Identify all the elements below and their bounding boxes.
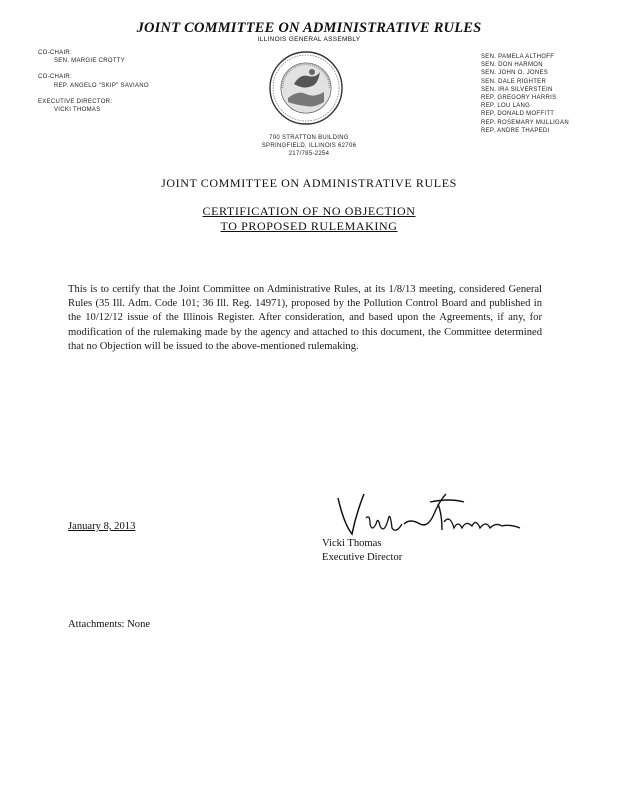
signatory-title: Executive Director bbox=[322, 552, 403, 563]
officer-entry bbox=[38, 98, 149, 114]
officer-role: CO-CHAIR: bbox=[38, 50, 73, 56]
officer-role: CO-CHAIR: bbox=[38, 74, 73, 81]
certification-line: TO PROPOSED RULEMAKING bbox=[220, 219, 398, 233]
member-name: REP. GREGORY HARRIS bbox=[481, 95, 557, 102]
member-name: REP. ROSEMARY MULLIGAN bbox=[481, 119, 569, 126]
certification-body: This is to certify that the Joint Committee on Administrative Rules, at its 1/8/13 meeting, considered General Rules (35 Ill. Adm. Code 101; 36 Ill. Reg. 14971), proposed by the Pollution Control Board and published in the 10/12/12 issue of the Illinois Register. After consideration, and based upon the Agreements, if any, for modification of the rulemaking made by the agency and attached to this document, the Committee determined that no Objection will be issued to the above-mentioned rulemaking. bbox=[68, 284, 542, 352]
illinois-state-seal-icon bbox=[268, 50, 344, 126]
member-name: SEN. DON HARMON bbox=[481, 62, 543, 69]
officer-role: EXECUTIVE DIRECTOR: bbox=[38, 98, 113, 105]
member-name: SEN. DALE RIGHTER bbox=[481, 78, 547, 85]
member-name: SEN. JOHN O. JONES bbox=[481, 70, 549, 77]
signatory-name: Vicki Thomas bbox=[322, 538, 382, 549]
officer-name: REP. ANGELO "SKIP" SAVIANO bbox=[54, 82, 149, 89]
letterhead-subtitle: ILLINOIS GENERAL ASSEMBLY bbox=[257, 36, 361, 43]
officers-list bbox=[38, 49, 149, 122]
member-name: REP. DONALD MOFFITT bbox=[481, 111, 555, 118]
certification-title bbox=[0, 204, 618, 234]
officer-entry bbox=[38, 49, 149, 65]
date: January 8, 2013 bbox=[68, 521, 136, 532]
members-list bbox=[481, 53, 569, 135]
address-line: SPRINGFIELD, ILLINOIS 62706 bbox=[261, 143, 357, 150]
letterhead-title: JOINT COMMITTEE ON ADMINISTRATIVE RULES bbox=[136, 20, 482, 36]
officer-name: SEN. MARGIE CROTTY bbox=[54, 58, 126, 65]
handwritten-signature bbox=[330, 484, 530, 544]
member-name: SEN. PAMELA ALTHOFF bbox=[481, 54, 555, 60]
certification-line: CERTIFICATION OF NO OBJECTION bbox=[202, 204, 416, 218]
signatory-block bbox=[322, 537, 402, 565]
attachments-note: Attachments: None bbox=[68, 619, 151, 630]
member-name: SEN. IRA SILVERSTEIN bbox=[481, 86, 553, 93]
officer-entry bbox=[38, 73, 149, 89]
committee-address bbox=[0, 134, 618, 159]
document-heading: JOINT COMMITTEE ON ADMINISTRATIVE RULES bbox=[161, 176, 457, 190]
address-line: 217/785-2254 bbox=[288, 151, 330, 158]
member-name: REP. LOU LANG bbox=[481, 103, 531, 110]
officer-name: VICKI THOMAS bbox=[54, 107, 101, 114]
address-line: 700 STRATTON BUILDING bbox=[269, 135, 349, 141]
member-name: REP. ANDRE THAPEDI bbox=[481, 127, 550, 134]
